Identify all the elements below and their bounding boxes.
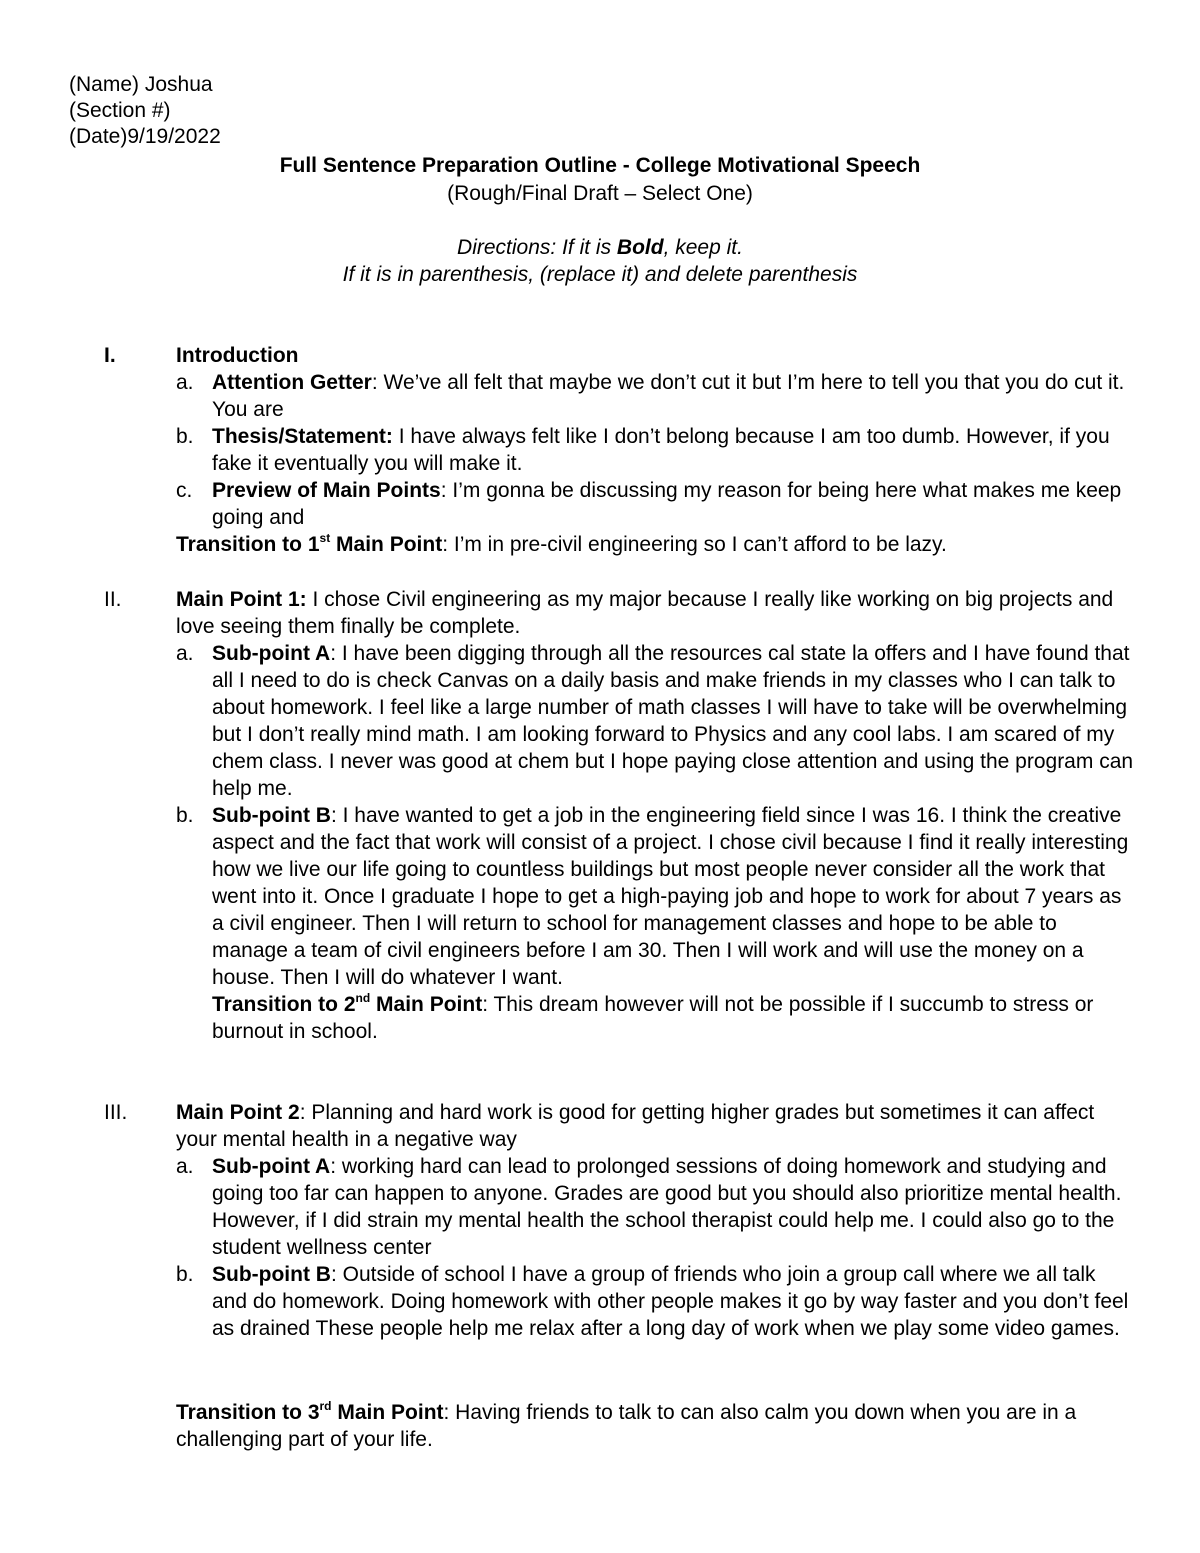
main-point-text: I chose Civil engineering as my major because I really like working on big projects and love seeing them finally be complete. [176,588,1114,638]
transition-label: Transition to 2nd Main Point [212,991,483,1016]
transition-text: : I’m in pre-civil engineering so I can’t afford to be lazy. [442,533,947,556]
transition [176,1399,1136,1453]
document-subtitle: (Rough/Final Draft – Select One) [447,182,753,205]
item-label: Sub-point B [212,804,331,827]
document-title: Full Sentence Preparation Outline - College Motivational Speech [279,154,921,177]
item-letter: b. [176,804,194,827]
list-item [176,423,1136,477]
item-letter: b. [176,1263,194,1286]
item-letter: c. [176,479,193,502]
list-item [176,640,1136,802]
main-point-statement [176,1099,1136,1153]
section-numeral: II. [104,588,122,611]
main-point-label: Main Point 1: [176,588,307,611]
item-text: : I’m gonna be discussing my reason for being here what makes me keep going and [212,479,1122,529]
item-letter: a. [176,642,194,665]
section-numeral: III. [104,1101,128,1124]
name-line: (Name) Joshua [69,73,213,96]
list-item [176,1153,1136,1261]
student-header [69,72,221,150]
item-label: Preview of Main Points [212,479,441,502]
item-text: : working hard can lead to prolonged sessions of doing homework and studying and going too far can happen to anyone. Grades are good but you should also prioritize mental health. However, if I did strain my mental health the school therapist could help me. I could also go to the student wellness center [212,1155,1122,1259]
item-letter: a. [176,371,194,394]
directions-line-2: If it is in parenthesis, (replace it) and delete parenthesis [342,263,858,286]
transition-label: Transition to 3rd Main Point [176,1399,444,1424]
item-label: Sub-point B [212,1263,331,1286]
item-text: : Outside of school I have a group of friends who join a group call where we all talk and do homework. Doing homework with other people makes it go by way faster and you don’t feel as drained These people help me relax after a long day of work when we play some video games. [212,1263,1129,1340]
section-line: (Section #) [69,99,171,122]
main-point-statement [176,586,1136,640]
item-text: : We’ve all felt that maybe we don’t cut it but I’m here to tell you that you do cut it. You are [212,371,1125,421]
item-label: Thesis/Statement: [212,425,393,448]
item-text: I have always felt like I don’t belong because I am too dumb. However, if you fake it eventually you will make it. [212,425,1110,475]
item-letter: a. [176,1155,194,1178]
main-point-label: Main Point 2 [176,1101,300,1124]
directions-suffix: , keep it. [663,236,743,259]
main-point-text: : Planning and hard work is good for getting higher grades but sometimes it can affect your mental health in a negative way [176,1101,1095,1151]
item-text: : I have been digging through all the resources cal state la offers and I have found that all I need to do is check Canvas on a daily basis and make friends in my classes who I can talk to about homework. I feel like a large number of math classes I will have to take will be overwhelming but I don’t really mind math. I am looking forward to Physics and any cool labs. I am scared of my chem class. I never was good at chem but I hope paying close attention and using the program can help me. [212,642,1134,800]
transition-text: : This dream however will not be possible if I succumb to stress or burnout in school. [212,993,1094,1043]
item-text: : I have wanted to get a job in the engineering field since I was 16. I think the creative aspect and the fact that work will consist of a project. I chose civil because I find it really interesting how we live our life going to countless buildings but most people never consider all the work that went into it. Once I graduate I hope to get a high-paying job and hope to work for about 7 years as a civil engineer. Then I will return to school for management classes and hope to be able to manage a team of civil engineers before I am 30. Then I will work and will use the money on a house. Then I will do whatever I want. [212,804,1129,989]
list-item [176,802,1136,991]
transition [176,991,1136,1045]
item-label: Attention Getter [212,371,372,394]
directions-bold-word: Bold [616,236,664,259]
list-item [176,477,1136,531]
item-label: Sub-point A [212,642,331,665]
directions-prefix: Directions: If it is [457,236,617,259]
list-item [176,1261,1136,1342]
transition-text: : Having friends to talk to can also calm you down when you are in a challenging part of your life. [176,1401,1077,1451]
directions-line-1 [0,234,1200,261]
date-line: (Date)9/19/2022 [69,125,221,148]
item-letter: b. [176,425,194,448]
section-numeral: I. [104,344,116,367]
transition-label: Transition to 1st Main Point [176,531,443,556]
item-label: Sub-point A [212,1155,331,1178]
list-item [176,369,1136,423]
transition [176,531,1136,558]
section-heading: Introduction [176,344,299,367]
